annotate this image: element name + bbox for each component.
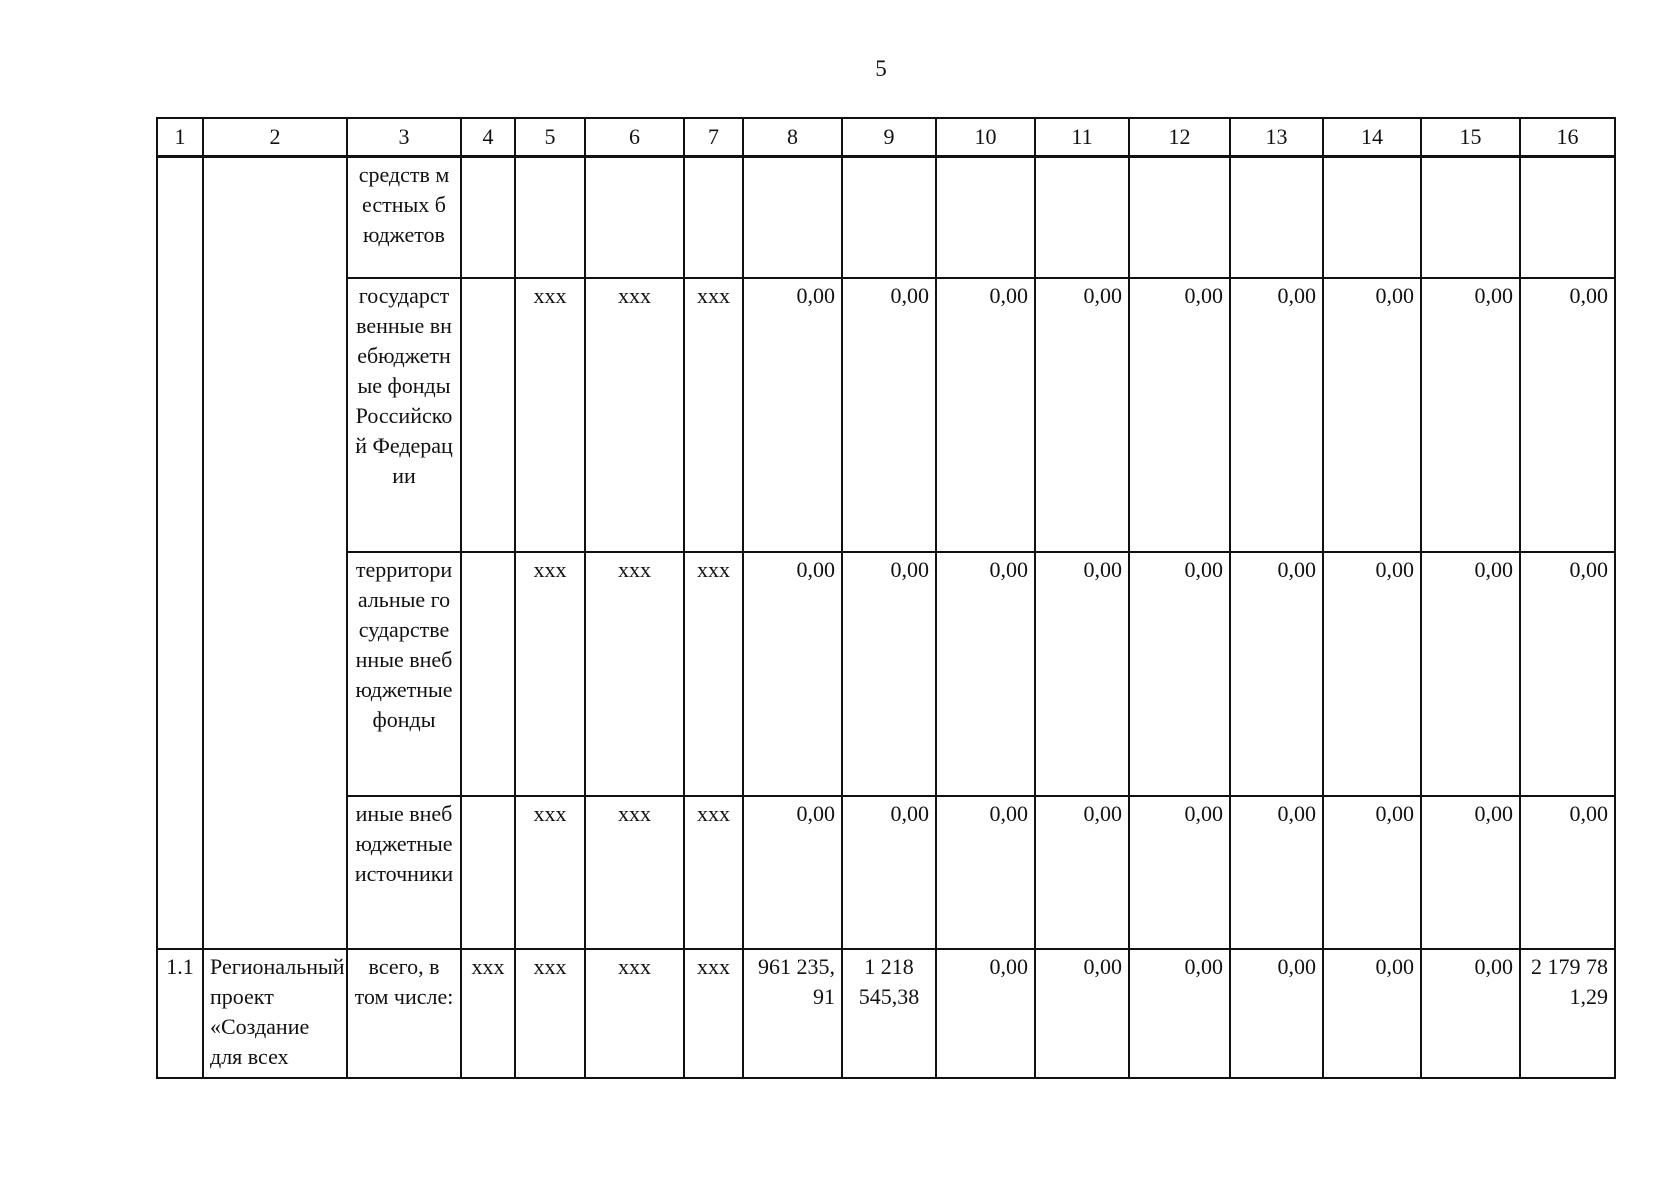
row-number-cell: 1.1: [157, 949, 203, 1078]
column-header: 8: [743, 118, 842, 156]
value-cell: 0,00: [1129, 796, 1230, 949]
value-cell: 0,00: [936, 278, 1035, 552]
cell-col-4: ххх: [461, 949, 515, 1078]
value-cell: [1421, 156, 1520, 278]
column-header: 11: [1035, 118, 1129, 156]
funding-source-cell: территориальные государственные внебюджетные фонды: [347, 552, 461, 796]
cell-col-6: ххх: [585, 552, 684, 796]
funding-source-cell: средств местных бюджетов: [347, 156, 461, 278]
value-cell: 0,00: [842, 796, 936, 949]
cell-col-7: ххх: [684, 949, 743, 1078]
value-cell: 0,00: [1129, 552, 1230, 796]
column-header: 15: [1421, 118, 1520, 156]
cell-col-4: [461, 156, 515, 278]
value-cell: 0,00: [936, 949, 1035, 1078]
funding-source-cell: всего, в том числе:: [347, 949, 461, 1078]
column-header: 3: [347, 118, 461, 156]
cell-col-5: ххх: [515, 278, 585, 552]
value-cell: 0,00: [1421, 278, 1520, 552]
column-header: 13: [1230, 118, 1323, 156]
value-cell: 0,00: [743, 796, 842, 949]
value-cell: 0,00: [1129, 278, 1230, 552]
value-cell: 0,00: [1035, 278, 1129, 552]
value-cell: [1129, 156, 1230, 278]
cell-col-6: ххх: [585, 278, 684, 552]
value-cell: 0,00: [1421, 796, 1520, 949]
value-cell: 0,00: [1035, 552, 1129, 796]
row-number-cell: [157, 156, 203, 949]
value-cell: 0,00: [1230, 278, 1323, 552]
value-cell: [1323, 156, 1421, 278]
value-cell: [1230, 156, 1323, 278]
cell-col-6: ххх: [585, 949, 684, 1078]
column-header: 2: [203, 118, 347, 156]
column-header: 12: [1129, 118, 1230, 156]
table-row: [157, 552, 1615, 796]
value-cell: 0,00: [743, 278, 842, 552]
value-cell: 0,00: [842, 278, 936, 552]
cell-col-7: ххх: [684, 796, 743, 949]
table-row: [157, 278, 1615, 552]
cell-col-5: ххх: [515, 796, 585, 949]
cell-col-5: ххх: [515, 552, 585, 796]
page-number: 5: [875, 56, 887, 81]
value-cell: 0,00: [1520, 552, 1615, 796]
column-header: 4: [461, 118, 515, 156]
funding-source-cell: государственные внебюджетные фонды Российской Федерации: [347, 278, 461, 552]
value-cell: 0,00: [842, 552, 936, 796]
value-cell: 0,00: [1230, 796, 1323, 949]
value-cell: 0,00: [1035, 796, 1129, 949]
cell-col-4: [461, 278, 515, 552]
value-cell: 0,00: [1323, 949, 1421, 1078]
budget-table: [156, 117, 1616, 1079]
value-cell: 2 179 781,29: [1520, 949, 1615, 1078]
value-cell: 0,00: [1323, 278, 1421, 552]
column-header: 9: [842, 118, 936, 156]
cell-col-7: ххх: [684, 278, 743, 552]
value-cell: [743, 156, 842, 278]
value-cell: 0,00: [1230, 552, 1323, 796]
cell-col-4: [461, 796, 515, 949]
table-row: [157, 156, 1615, 278]
row-name-cell: Региональный проект «Создание для всех: [203, 949, 347, 1078]
value-cell: 0,00: [1520, 796, 1615, 949]
funding-source-cell: иные внебюджетные источники: [347, 796, 461, 949]
column-number-row: [157, 118, 1615, 156]
cell-col-6: [585, 156, 684, 278]
column-header: 10: [936, 118, 1035, 156]
value-cell: [1520, 156, 1615, 278]
cell-col-7: [684, 156, 743, 278]
column-header: 14: [1323, 118, 1421, 156]
value-cell: 961 235,91: [743, 949, 842, 1078]
value-cell: 0,00: [743, 552, 842, 796]
value-cell: 0,00: [1230, 949, 1323, 1078]
value-cell: [1035, 156, 1129, 278]
cell-col-7: ххх: [684, 552, 743, 796]
value-cell: 0,00: [1323, 796, 1421, 949]
column-header: 6: [585, 118, 684, 156]
value-cell: 0,00: [1035, 949, 1129, 1078]
column-header: 7: [684, 118, 743, 156]
value-cell: 0,00: [936, 796, 1035, 949]
value-cell: 0,00: [1323, 552, 1421, 796]
column-header: 1: [157, 118, 203, 156]
value-cell: 0,00: [1520, 278, 1615, 552]
value-cell: [936, 156, 1035, 278]
value-cell: 1 218 545,38: [842, 949, 936, 1078]
cell-col-6: ххх: [585, 796, 684, 949]
column-header: 16: [1520, 118, 1615, 156]
table-row: [157, 949, 1615, 1078]
cell-col-5: [515, 156, 585, 278]
table-row: [157, 796, 1615, 949]
value-cell: 0,00: [1421, 949, 1520, 1078]
cell-col-4: [461, 552, 515, 796]
value-cell: 0,00: [1129, 949, 1230, 1078]
value-cell: 0,00: [1421, 552, 1520, 796]
row-name-cell: [203, 156, 347, 949]
cell-col-5: ххх: [515, 949, 585, 1078]
column-header: 5: [515, 118, 585, 156]
value-cell: 0,00: [936, 552, 1035, 796]
value-cell: [842, 156, 936, 278]
